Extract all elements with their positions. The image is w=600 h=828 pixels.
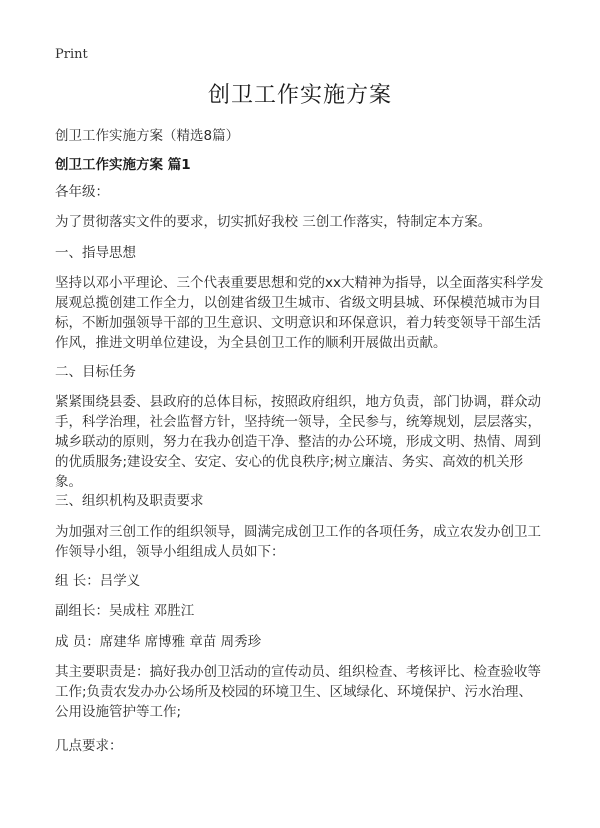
members-line: 成 员：席建华 席博雅 章苗 周秀珍 <box>55 634 262 650</box>
group-leader-line: 组 长：吕学义 <box>55 573 141 589</box>
duties-paragraph: 其主要职责是：搞好我办创卫活动的宣传动员、组织检查、考核评比、检查验收等工作;负责农发办办公场所及校园的环境卫生、区域绿化、环境保护、污水治理、公用设施管护等工作; <box>55 664 541 720</box>
page-title: 创卫工作实施方案 <box>207 83 392 108</box>
print-link[interactable]: Print <box>55 47 88 62</box>
guiding-ideology-paragraph: 坚持以邓小平理论、三个代表重要思想和党的xx大精神为指导，以全面落实科学发展观总揽创建工作全力，以创建省级卫生城市、省级文明县城、环保模范城市为目标，不断加强领导干部的卫生意识、文明意识和环保意识，着力转变领导干部生活作风，推进文明单位建设，为全县创卫工作的顺利开展做出贡献。 <box>55 275 544 351</box>
section-title: 创卫工作实施方案 篇1 <box>55 157 191 173</box>
organization-paragraph: 为加强对三创工作的组织领导，圆满完成创卫工作的各项任务，成立农发办创卫工作领导小组，领导小组组成人员如下： <box>55 524 541 560</box>
salutation-paragraph: 各年级： <box>55 184 109 200</box>
goals-tasks-paragraph: 紧紧围绕县委、县政府的总体目标，按照政府组织，地方负责，部门协调，群众动手，科学治理，社会监督方针，坚持统一领导，全民参与，统筹规划，层层落实，城乡联动的原则，努力在我办创造干净、整洁的办公环境，形成文明、热情、周到的优质服务;建设安全、安定、安心的优良秩序;树立廉洁、务实、高效的机关形象。 <box>55 394 541 490</box>
goals-tasks-heading: 二、目标任务 <box>55 364 136 380</box>
requirements-line: 几点要求： <box>55 738 123 754</box>
document-subtitle: 创卫工作实施方案（精选8篇） <box>55 128 240 144</box>
intro-paragraph: 为了贯彻落实文件的要求，切实抓好我校 三创工作落实，特制定本方案。 <box>55 214 492 230</box>
guiding-ideology-heading: 一、指导思想 <box>55 245 136 261</box>
deputy-leader-line: 副组长：吴成柱 邓胜江 <box>55 603 195 619</box>
organization-heading: 三、组织机构及职责要求 <box>55 493 204 509</box>
